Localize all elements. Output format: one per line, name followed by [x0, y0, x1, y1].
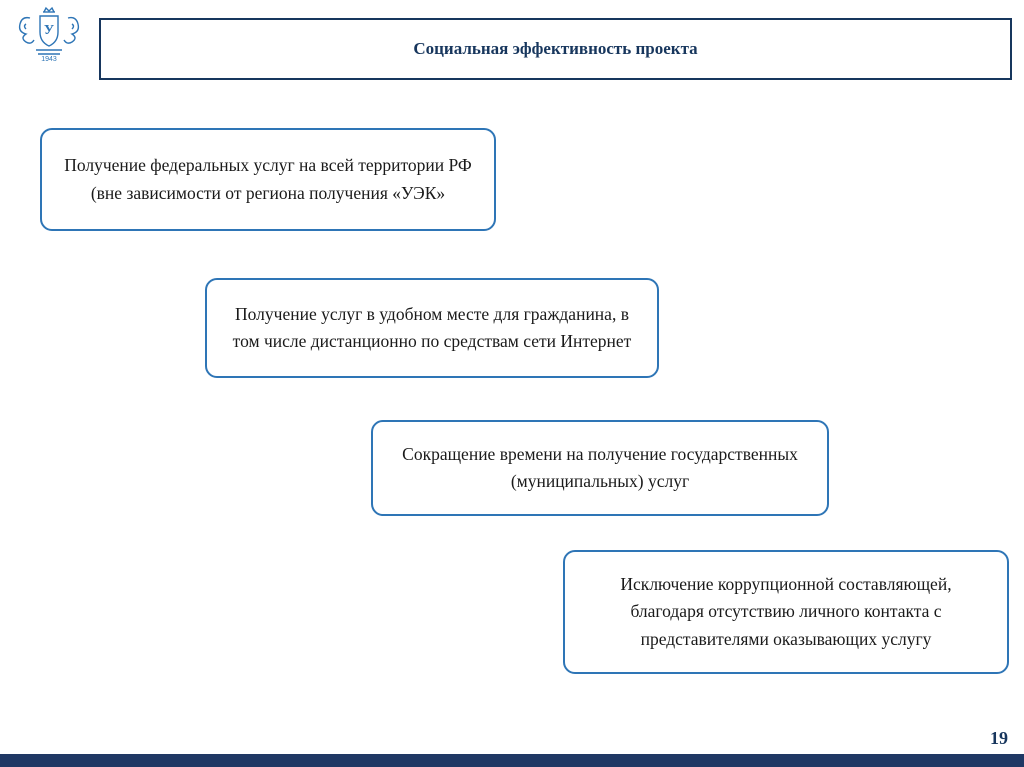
slide-title: Социальная эффективность проекта — [413, 39, 698, 58]
slide-title-box — [99, 18, 1012, 80]
crest-icon — [8, 4, 90, 62]
callout-box-convenient-place — [205, 278, 659, 378]
logo-monogram: У — [43, 23, 55, 38]
callout-text: Получение федеральных услуг на всей территории РФ (вне зависимости от региона получения «УЭК» — [64, 155, 472, 203]
callout-box-time-reduction — [371, 420, 829, 516]
logo-year: 1943 — [41, 56, 57, 62]
callout-box-corruption-exclusion — [563, 550, 1009, 674]
footer-bar — [0, 754, 1024, 767]
callout-box-federal-services — [40, 128, 496, 231]
page-number: 19 — [990, 728, 1008, 748]
callout-text: Сокращение времени на получение государственных (муниципальных) услуг — [402, 443, 798, 491]
callout-text: Получение услуг в удобном месте для гражданина, в том числе дистанционно по средствам сети Интернет — [232, 303, 632, 351]
university-emblem-logo — [8, 4, 90, 62]
callout-text: Исключение коррупционной составляющей, благодаря отсутствию личного контакта с представителями оказывающих услугу — [620, 574, 952, 649]
